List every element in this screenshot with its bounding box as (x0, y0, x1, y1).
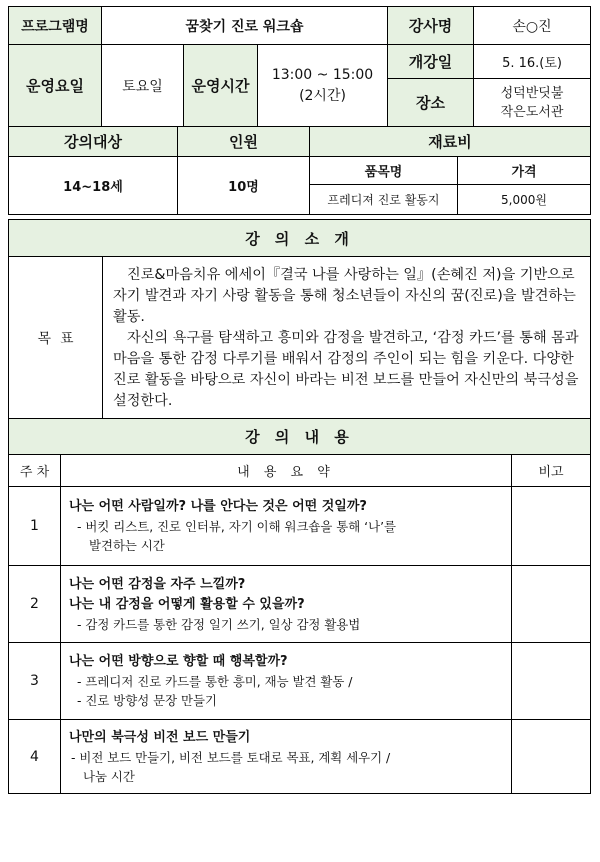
time-value (258, 45, 388, 127)
intro-table (8, 219, 591, 419)
fee-label: 재료비 (310, 127, 591, 157)
program-name-value: 꿈찾기 진로 워크숍 (102, 7, 388, 45)
program-info-table (8, 6, 591, 127)
week-question: 나는 내 감정을 어떻게 활용할 수 있을까? (69, 596, 305, 612)
target-value: 14~18세 (9, 157, 178, 215)
week-note (512, 487, 591, 566)
week-column-header: 주 차 (9, 455, 61, 487)
price-header: 가격 (458, 157, 591, 185)
time-duration: (2시간) (299, 87, 346, 104)
week-number: 4 (9, 720, 61, 794)
summary-column-header: 내 용 요 약 (61, 455, 512, 487)
open-date-label: 개강일 (388, 45, 474, 79)
instructor-label: 강사명 (388, 7, 474, 45)
item-header: 품목명 (310, 157, 458, 185)
week-number: 1 (9, 487, 61, 566)
week-detail-line: - 비전 보드 만들기, 비전 보드를 토대로 목표, 계획 세우기 / (71, 749, 391, 765)
week-detail-line: - 진로 방향성 문장 만들기 (77, 693, 217, 708)
week-note (512, 566, 591, 643)
week-note (512, 720, 591, 794)
week-question: 나는 어떤 감정을 자주 느낄까? (69, 576, 246, 592)
target-label: 강의대상 (9, 127, 178, 157)
week-summary (61, 487, 512, 566)
goal-text (103, 257, 591, 419)
week-detail-line: 발견하는 시간 (89, 538, 165, 553)
place-label: 장소 (388, 79, 474, 127)
place-line-2: 작은도서관 (500, 104, 564, 120)
count-label: 인원 (178, 127, 310, 157)
open-date-value: 5. 16.(토) (474, 45, 591, 79)
time-range: 13:00 ~ 15:00 (271, 66, 374, 83)
week-question: 나만의 북극성 비전 보드 만들기 (69, 729, 251, 745)
week-summary (61, 720, 512, 794)
count-value: 10명 (178, 157, 310, 215)
instructor-value: 손○진 (474, 7, 591, 45)
target-table (8, 126, 591, 215)
week-note (512, 643, 591, 720)
content-section-title: 강 의 내 용 (9, 419, 591, 455)
week-detail (69, 672, 505, 710)
week-number: 3 (9, 643, 61, 720)
week-detail-line: - 프레디저 진로 카드를 통한 흥미, 재능 발견 활동 / (77, 674, 353, 689)
place-line-1: 성덕반딧불 (500, 85, 564, 101)
week-detail-line: - 감정 카드를 통한 감정 일기 쓰기, 일상 감정 활용법 (77, 616, 361, 632)
week-detail (69, 748, 505, 786)
week-detail (69, 615, 505, 634)
day-value: 토요일 (102, 45, 184, 127)
goal-paragraph-2: 자신의 욕구를 탐색하고 흥미와 감정을 발견하고, ‘감정 카드’를 통해 몸과 마음을 통한 감정 다루기를 배워서 감정의 주인이 되는 힘을 키운다. 다양한 진로 활동을 바탕으로 자신이 바라는 비전 보드를 만들어 자신만의 북극성을 설정한다. (113, 330, 579, 409)
week-summary (61, 566, 512, 643)
place-value (474, 79, 591, 127)
goal-paragraph-1: 진로&마음치유 에세이『결국 나를 사랑하는 일』(손혜진 저)을 기반으로 자기 발견과 자기 사랑 활동을 통해 청소년들이 자신의 꿈(진로)을 발견하는 활동. (113, 267, 576, 325)
intro-section-title: 강 의 소 개 (9, 220, 591, 257)
day-label: 운영요일 (9, 45, 102, 127)
item-name: 프레디져 진로 활동지 (310, 185, 458, 215)
week-detail (69, 517, 505, 555)
week-question: 나는 어떤 방향으로 향할 때 행복할까? (69, 654, 288, 669)
content-table (8, 418, 591, 794)
week-number: 2 (9, 566, 61, 643)
program-name-label: 프로그램명 (9, 7, 102, 45)
time-label: 운영시간 (184, 45, 258, 127)
note-column-header: 비고 (512, 455, 591, 487)
week-question: 나는 어떤 사람일까? 나를 안다는 것은 어떤 것일까? (69, 499, 367, 514)
week-summary (61, 643, 512, 720)
goal-label: 목 표 (9, 257, 103, 419)
week-detail-line: - 버킷 리스트, 진로 인터뷰, 자기 이해 워크숍을 통해 ‘나’를 (77, 519, 396, 534)
item-price: 5,000원 (458, 185, 591, 215)
week-detail-line: 나눔 시간 (83, 768, 135, 784)
